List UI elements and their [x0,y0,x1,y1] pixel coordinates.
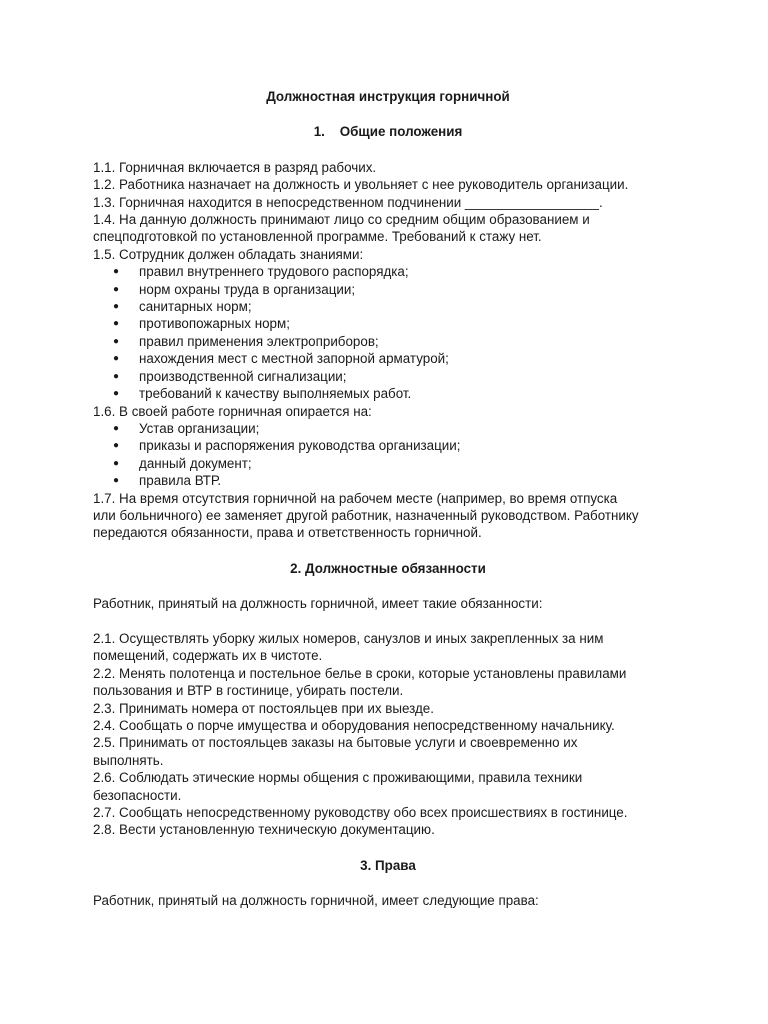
list-item: ● требований к качеству выполняемых работ. [113,386,412,402]
list-item: ● Устав организации; [113,420,260,436]
section-3-heading: 3. Права [360,857,416,873]
bullet-icon: ● [113,266,120,278]
list-item: ● правил применения электроприборов; [113,333,379,349]
bullet-icon: ● [113,353,120,365]
bullet-icon: ● [113,335,120,347]
paragraph-gap [93,613,683,630]
clause-2-line: выполнять. [93,752,164,768]
bullet-icon: ● [113,475,120,487]
list-item: ● производственной сигнализации; [113,368,347,384]
clause-2-line: 2.7. Сообщать непосредственному руководству обо всех происшествиях в гостинице. [93,805,628,821]
list-item: ● правила ВТР. [113,473,222,489]
bullet-icon: ● [113,370,120,382]
clause-1-4-line-2: спецподготовкой по установленной программе. Требований к стажу нет. [93,229,542,245]
document-page [93,88,683,910]
list-item: ● правил внутреннего трудового распорядка; [113,264,409,280]
section-2-intro: Работник, принятый на должность горничной, имеет такие обязанности: [93,596,543,612]
bullet-icon: ● [113,388,120,400]
list-item: ● нахождения мест с местной запорной арматурой; [113,351,449,367]
list-item: ● приказы и распоряжения руководства организации; [113,438,461,454]
list-item: ● данный документ; [113,455,252,471]
section-1-number: 1. [313,124,325,140]
clause-1-2: 1.2. Работника назначает на должность и увольняет с нее руководитель организации. [93,177,629,193]
clause-2-line: помещений, содержать их в чистоте. [93,648,323,664]
clause-2-line: 2.3. Принимать номера от постояльцев при их выезде. [93,700,434,716]
bullet-icon: ● [113,283,120,295]
clause-2-line: 2.6. Соблюдать этические нормы общения с проживающими, правила техники [93,770,583,786]
section-1-heading [93,123,683,140]
clause-2-line: пользования и ВТР в гостинице, убирать постели. [93,683,404,699]
bullet-icon: ● [113,422,120,434]
clause-2-line: безопасности. [93,787,182,803]
clause-2-line: 2.1. Осуществлять уборку жилых номеров, санузлов и иных закрепленных за ним [93,630,604,646]
clause-1-6: 1.6. В своей работе горничная опирается на: [93,403,372,419]
clause-1-3: 1.3. Горничная находится в непосредственном подчинении __________________. [93,194,603,210]
section-2-heading: 2. Должностные обязанности [290,560,486,576]
clause-2-line: 2.4. Сообщать о порче имущества и оборудования непосредственному начальнику. [93,717,615,733]
list-item: ● противопожарных норм; [113,316,290,332]
list-item: ● санитарных норм; [113,299,252,315]
section-1-title: Общие положения [339,124,463,140]
bullet-icon: ● [113,457,120,469]
relies-on-list [93,420,683,490]
list-item: ● норм охраны труда в организации; [113,281,356,297]
clause-1-5: 1.5. Сотрудник должен обладать знаниями: [93,246,364,262]
clause-2-line: 2.8. Вести установленную техническую документацию. [93,822,435,838]
clause-1-1: 1.1. Горничная включается в разряд рабочих. [93,159,377,175]
bullet-icon: ● [113,318,120,330]
clause-2-line: 2.2. Менять полотенца и постельное белье в сроки, которые установлены правилами [93,665,627,681]
clause-1-4-line-1: 1.4. На данную должность принимают лицо со средним общим образованием и [93,212,590,228]
clause-2-line: 2.5. Принимать от постояльцев заказы на бытовые услуги и своевременно их [93,735,578,751]
clause-1-7-line-3: передаются обязанности, права и ответственность горничной. [93,525,482,541]
clause-1-7-line-2: или больничного) ее заменяет другой работник, назначенный руководством. Работнику [93,507,639,523]
section-3-intro: Работник, принятый на должность горничной, имеет следующие права: [93,893,539,909]
bullet-icon: ● [113,440,120,452]
clause-1-7-line-1: 1.7. На время отсутствия горничной на рабочем месте (например, во время отпуска [93,490,618,506]
bullet-icon: ● [113,301,120,313]
document-title: Должностная инструкция горничной [266,89,510,104]
knowledge-list [93,263,683,402]
